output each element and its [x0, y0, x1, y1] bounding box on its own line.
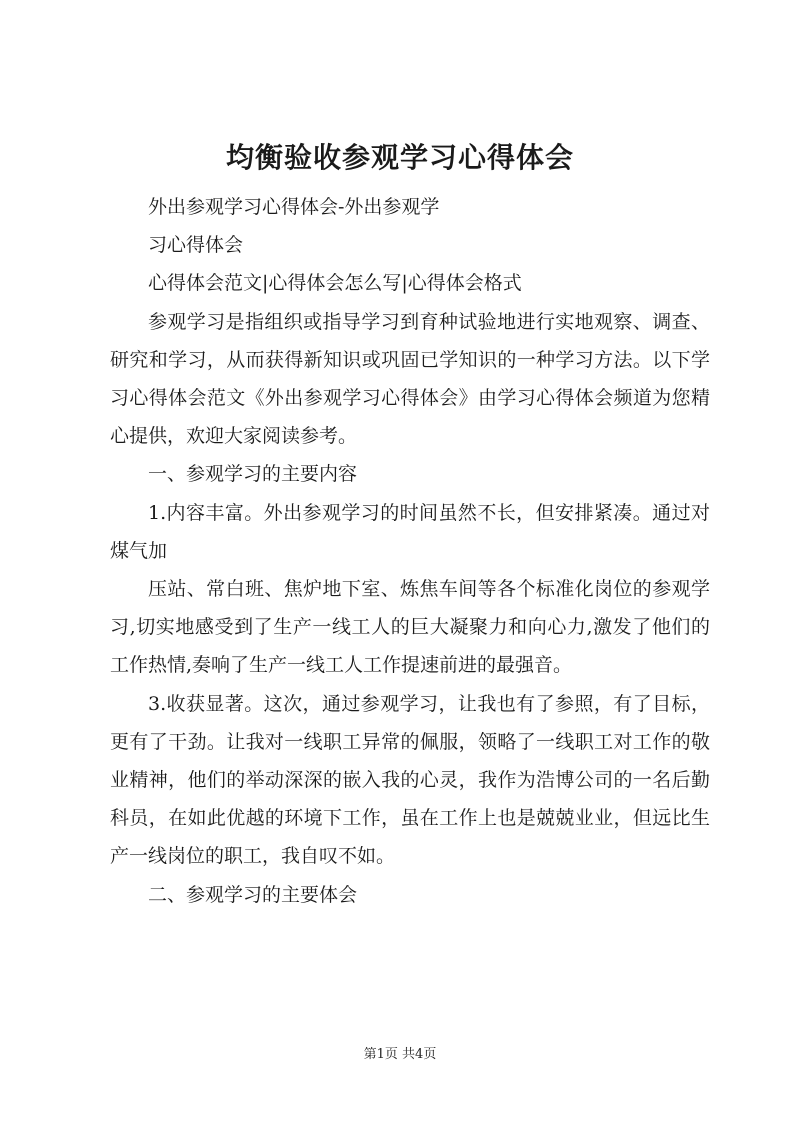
- document-title: 均衡验收参观学习心得体会: [225, 141, 574, 174]
- paragraph-2: 习心得体会: [148, 234, 244, 257]
- paragraph-3: 心得体会范文|心得体会怎么写|心得体会格式: [148, 272, 522, 295]
- page-footer: 第1页 共4页: [363, 1047, 437, 1062]
- document-body: [110, 188, 710, 914]
- paragraph-6: 压站、常白班、焦炉地下室、炼焦车间等各个标准化岗位的参观学习,切实地感受到了生产一线工人的巨大凝聚力和向心力,激发了他们的工作热情,奏响了生产一线工人工作提速前进的最强音。: [110, 578, 710, 677]
- paragraph-5: 1.内容丰富。外出参观学习的时间虽然不长，但安排紧凑。通过对煤气加: [110, 501, 710, 562]
- paragraph-7: 3.收获显著。这次，通过参观学习，让我也有了参照，有了目标，更有了干劲。让我对一线职工异常的佩服，领略了一线职工对工作的敬业精神，他们的举动深深的嵌入我的心灵，我作为浩博公司的一名后勤科员，在如此优越的环境下工作，虽在工作上也是兢兢业业，但远比生产一线岗位的职工，我自叹不如。: [110, 692, 710, 868]
- section-heading-2: 二、参观学习的主要体会: [148, 883, 358, 906]
- paragraph-1: 外出参观学习心得体会-外出参观学: [148, 196, 440, 218]
- section-heading-1: 一、参观学习的主要内容: [148, 463, 358, 486]
- paragraph-4: 参观学习是指组织或指导学习到育种试验地进行实地观察、调查、研究和学习，从而获得新知识或巩固已学知识的一种学习方法。以下学习心得体会范文《外出参观学习心得体会》由学习心得体会频道为您精心提供，欢迎大家阅读参考。: [110, 310, 710, 448]
